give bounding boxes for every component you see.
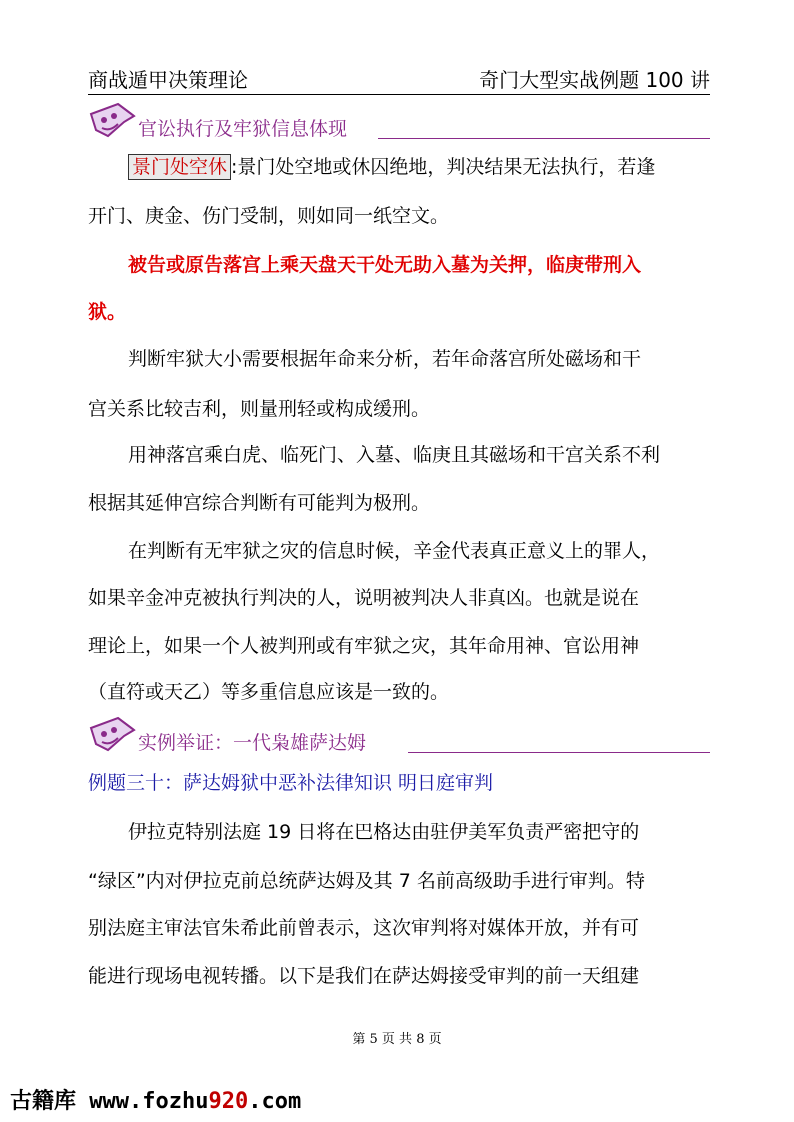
section-title: 官讼执行及牢狱信息体现 bbox=[138, 118, 348, 140]
paragraph-4-line-1: 用神落宫乘白虎、临死门、入墓、临庚且其磁场和干宫关系不利 bbox=[128, 444, 661, 466]
example-line-4: 能进行现场电视转播。以下是我们在萨达姆接受审判的前一天组建 bbox=[88, 965, 640, 987]
pencil-face-icon bbox=[88, 100, 138, 140]
section-title: 实例举证：一代枭雄萨达姆 bbox=[138, 732, 367, 754]
paragraph-1-line-2: 开门、庚金、伤门受制，则如同一纸空文。 bbox=[88, 205, 450, 227]
emphasis-line-1: 被告或原告落宫上乘天盘天干处无助入墓为关押，临庚带刑入 bbox=[128, 254, 642, 276]
section-divider bbox=[408, 752, 710, 753]
emphasis-line-2: 狱。 bbox=[88, 301, 127, 323]
pencil-face-icon bbox=[88, 714, 138, 754]
example-line-1: 伊拉克特别法庭 19 日将在巴格达由驻伊美军负责严密把守的 bbox=[128, 821, 640, 843]
example-line-3: 别法庭主审法官朱希此前曾表示，这次审判将对媒体开放，并有可 bbox=[88, 917, 640, 939]
paragraph-3-line-2: 宫关系比较吉利，则量刑轻或构成缓刑。 bbox=[88, 398, 431, 420]
watermark: 古籍库 www.fozhu920.com bbox=[10, 1089, 302, 1114]
paragraph-4-line-2: 根据其延伸宫综合判断有可能判为极刑。 bbox=[88, 492, 431, 514]
example-line-2: “绿区”内对伊拉克前总统萨达姆及其 7 名前高级助手进行审判。特 bbox=[88, 870, 645, 892]
boxed-term: 景门处空休 bbox=[128, 154, 231, 180]
page-header bbox=[88, 64, 710, 95]
section-divider bbox=[378, 138, 710, 139]
section-heading-2 bbox=[88, 714, 710, 754]
paragraph-5-line-2: 如果辛金冲克被执行判决的人，说明被判决人非真凶。也就是说在 bbox=[88, 587, 640, 609]
header-left-title: 商战遁甲决策理论 bbox=[88, 68, 248, 92]
paragraph-1-line-1: 景门处空休 :景门处空地或休囚绝地，判决结果无法执行，若逢 bbox=[88, 152, 714, 179]
paragraph-5-line-3: 理论上，如果一个人被判刑或有牢狱之灾，其年命用神、官讼用神 bbox=[88, 635, 640, 657]
paragraph-3-line-1: 判断牢狱大小需要根据年命来分析，若年命落宫所处磁场和干 bbox=[128, 348, 642, 370]
example-title: 例题三十：萨达姆狱中恶补法律知识 明日庭审判 bbox=[88, 772, 494, 794]
paragraph-5-line-1: 在判断有无牢狱之灾的信息时候，辛金代表真正意义上的罪人， bbox=[128, 540, 661, 562]
header-right-title: 奇门大型实战例题 100 讲 bbox=[479, 68, 710, 92]
section-heading-1 bbox=[88, 100, 710, 140]
page-number: 第 5 页 共 8 页 bbox=[352, 1032, 442, 1047]
paragraph-5-line-4: （直符或天乙）等多重信息应该是一致的。 bbox=[88, 681, 450, 703]
